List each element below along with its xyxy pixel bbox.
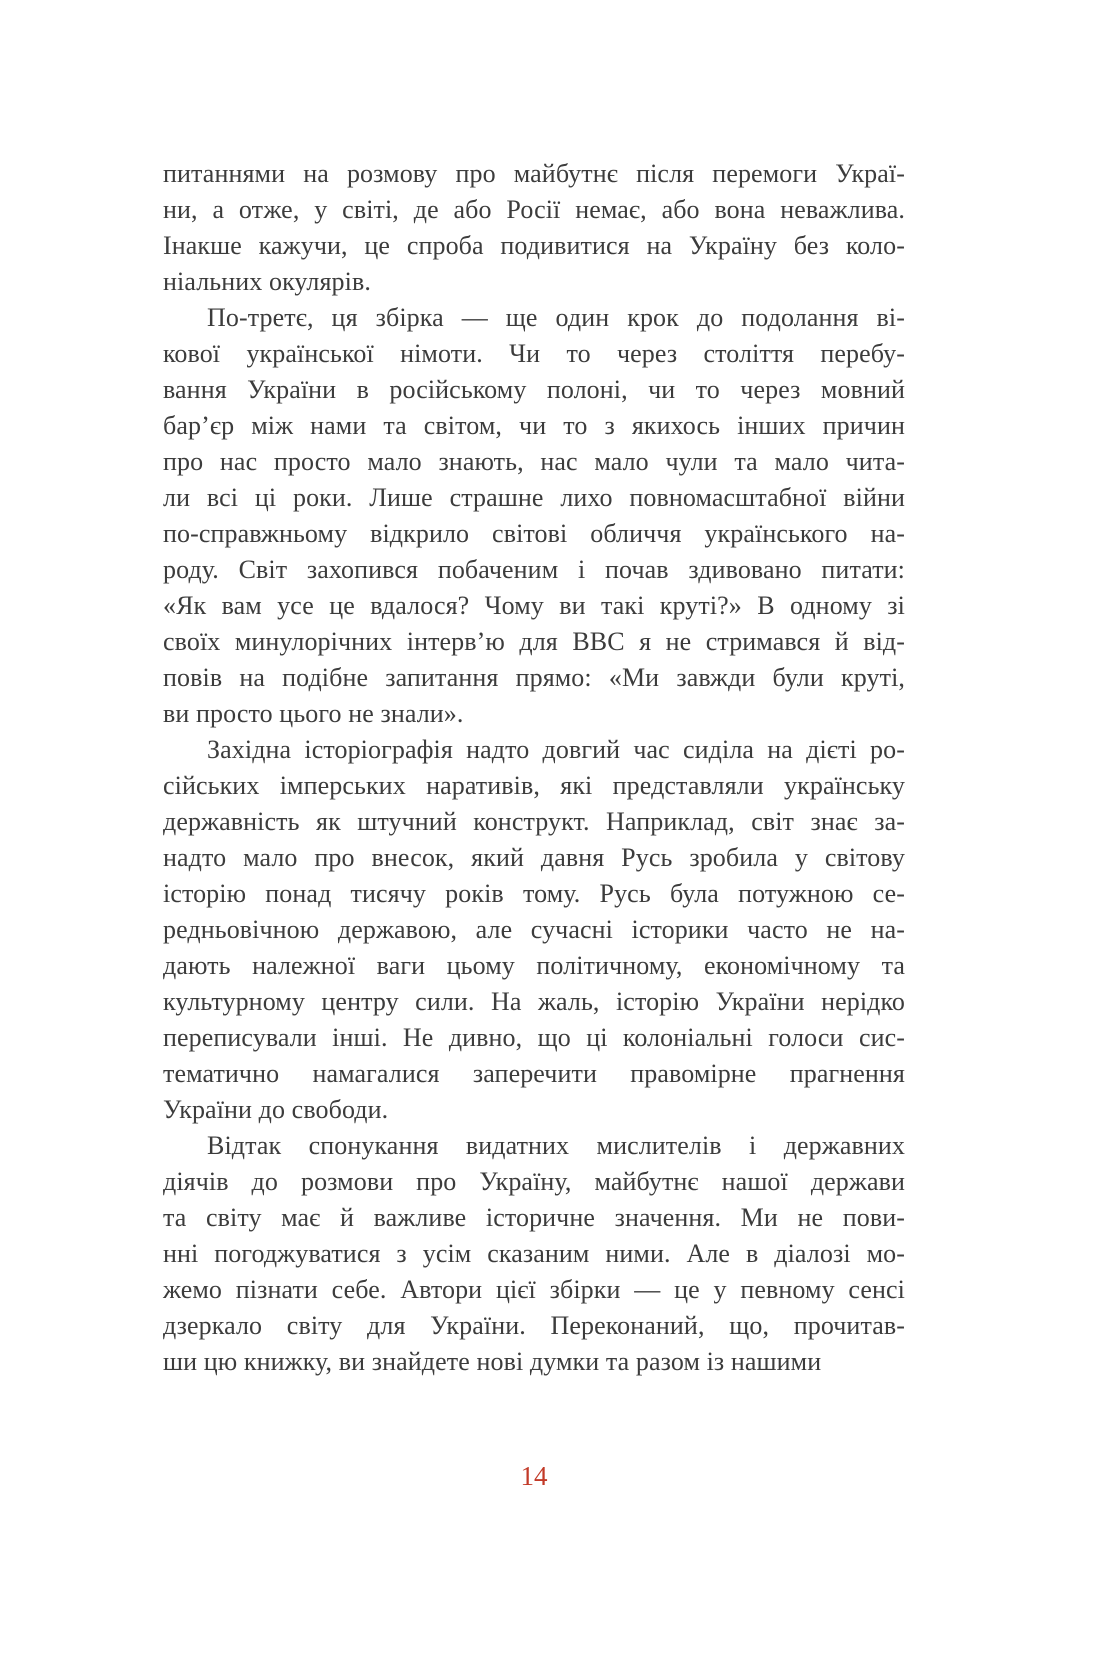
text-line: Інакше кажучи, це спроба подивитися на Україну без коло-: [163, 231, 905, 260]
text-line: повів на подібне запитання прямо: «Ми завжди були круті,: [163, 663, 905, 692]
text-line: культурному центру сили. На жаль, історію України нерідко: [163, 987, 905, 1016]
text-line: вання України в російському полоні, чи то через мовний: [163, 375, 905, 404]
text-line: по-справжньому відкрило світові обличчя українського на-: [163, 519, 905, 548]
text-line: Західна історіографія надто довгий час сиділа на дієті ро-: [207, 735, 905, 764]
paragraph: [163, 1128, 905, 1380]
text-line: По-третє, ця збірка — ще один крок до подолання ві-: [207, 303, 905, 332]
text-line: ни, а отже, у світі, де або Росії немає, або вона неважлива.: [163, 195, 905, 224]
text-line: жемо пізнати себе. Автори цієї збірки — це у певному сенсі: [163, 1275, 905, 1304]
text-line: «Як вам усе це вдалося? Чому ви такі круті?» В одному зі: [163, 591, 905, 620]
paragraph: [163, 732, 905, 1128]
text-line: ли всі ці роки. Лише страшне лихо повномасштабної війни: [163, 483, 905, 512]
text-line: дають належної ваги цьому політичному, економічному та: [163, 951, 905, 980]
paragraph: [163, 300, 905, 732]
text-line: надто мало про внесок, який давня Русь зробила у світову: [163, 843, 905, 872]
text-line: України до свободи.: [163, 1095, 389, 1124]
text-line: роду. Світ захопився побаченим і почав здивовано питати:: [163, 555, 905, 584]
text-line: сійських імперських наративів, які представляли українську: [163, 771, 905, 800]
text-line: своїх минулорічних інтерв’ю для BBC я не стримався й від-: [163, 627, 905, 656]
text-line: питаннями на розмову про майбутнє після перемоги Украї-: [163, 159, 905, 188]
text-line: державність як штучний конструкт. Наприклад, світ знає за-: [163, 807, 905, 836]
text-line: ви просто цього не знали».: [163, 699, 464, 728]
text-block: [163, 156, 905, 1380]
text-line: історію понад тисячу років тому. Русь була потужною се-: [163, 879, 905, 908]
text-line: нні погоджуватися з усім сказаним ними. Але в діалозі мо-: [163, 1239, 905, 1268]
text-line: Відтак спонукання видатних мислителів і державних: [207, 1131, 905, 1160]
text-line: тематично намагалися заперечити правомірне прагнення: [163, 1059, 905, 1088]
text-line: ніальних окулярів.: [163, 267, 371, 296]
text-line: про нас просто мало знають, нас мало чули та мало чита-: [163, 447, 905, 476]
text-line: бар’єр між нами та світом, чи то з якихось інших причин: [163, 411, 905, 440]
page-number: 14: [520, 1461, 548, 1491]
text-line: переписували інші. Не дивно, що ці колоніальні голоси сис-: [163, 1023, 905, 1052]
text-line: ши цю книжку, ви знайдете нові думки та разом із нашими: [163, 1347, 822, 1376]
text-line: та світу має й важливе історичне значення. Ми не пови-: [163, 1203, 905, 1232]
text-line: редньовічною державою, але сучасні історики часто не на-: [163, 915, 905, 944]
text-line: діячів до розмови про Україну, майбутнє нашої держави: [163, 1167, 905, 1196]
text-line: дзеркало світу для України. Переконаний, що, прочитав-: [163, 1311, 905, 1340]
text-line: кової української німоти. Чи то через століття перебу-: [163, 339, 905, 368]
paragraph: [163, 156, 905, 300]
